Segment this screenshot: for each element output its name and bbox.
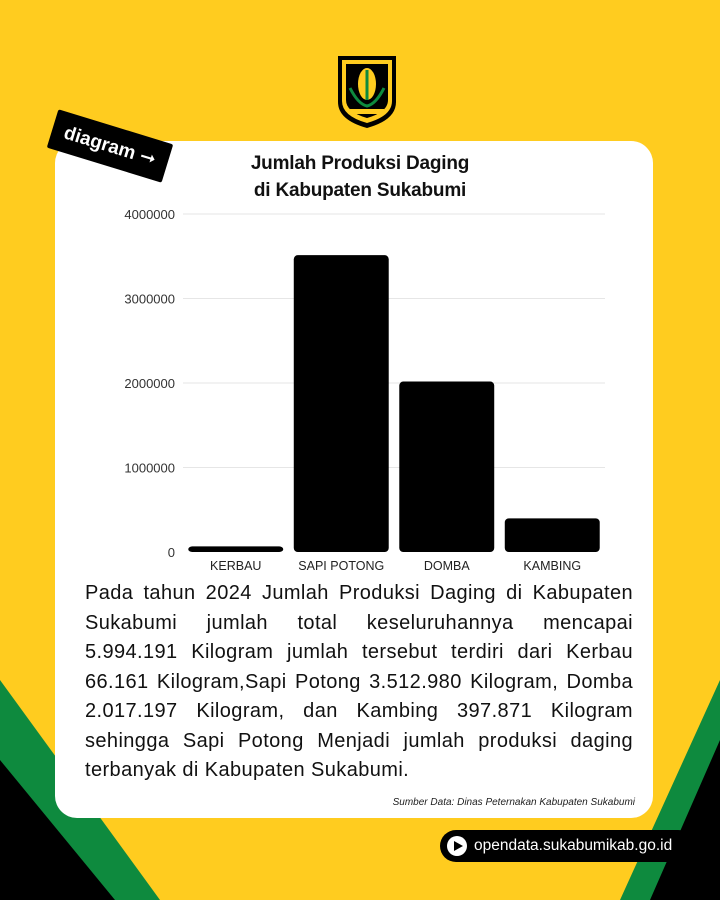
y-tick-label: 4000000 xyxy=(124,207,175,222)
description-text: Pada tahun 2024 Jumlah Produksi Daging di Kabupaten Sukabumi jumlah total keseluruhannya mencapai 5.994.191 Kilogram jumlah tersebut terdiri dari Kerbau 66.161 Kilogram,Sapi Potong 3.512.980 Kilogram, Domba 2.017.197 Kilogram, dan Kambing 397.871 Kilogram sehingga Sapi Potong Menjadi jumlah produksi daging terbanyak di Kabupaten Sukabumi. xyxy=(85,582,633,781)
x-tick-label: KERBAU xyxy=(210,559,262,573)
x-tick-label: DOMBA xyxy=(423,559,470,573)
diagram-badge: diagram ➞ xyxy=(47,109,173,182)
bar-kerbau xyxy=(188,546,283,552)
regency-emblem-logo xyxy=(336,54,398,130)
x-tick-label: SAPI POTONG xyxy=(298,559,385,573)
bar-kambing xyxy=(505,518,600,552)
chart-title-line-2: di Kabupaten Sukabumi xyxy=(253,180,467,201)
play-circle-icon xyxy=(446,835,468,857)
x-tick-label: KAMBING xyxy=(523,559,582,573)
website-url: opendata.sukabumikab.go.id xyxy=(474,837,673,854)
y-tick-label: 2000000 xyxy=(124,376,175,391)
content-card xyxy=(55,141,653,818)
source-note: Sumber Data: Dinas Peternakan Kabupaten Sukabumi xyxy=(392,797,635,808)
chart-title-line-1: Jumlah Produksi Daging xyxy=(250,153,470,174)
y-tick-label: 1000000 xyxy=(124,460,175,476)
bar-sapi-potong xyxy=(294,255,389,552)
y-tick-label: 3000000 xyxy=(124,291,175,307)
bar-domba xyxy=(399,382,494,552)
website-badge[interactable] xyxy=(440,830,694,862)
y-tick-label: 0 xyxy=(167,545,175,560)
bar-chart xyxy=(55,141,653,573)
